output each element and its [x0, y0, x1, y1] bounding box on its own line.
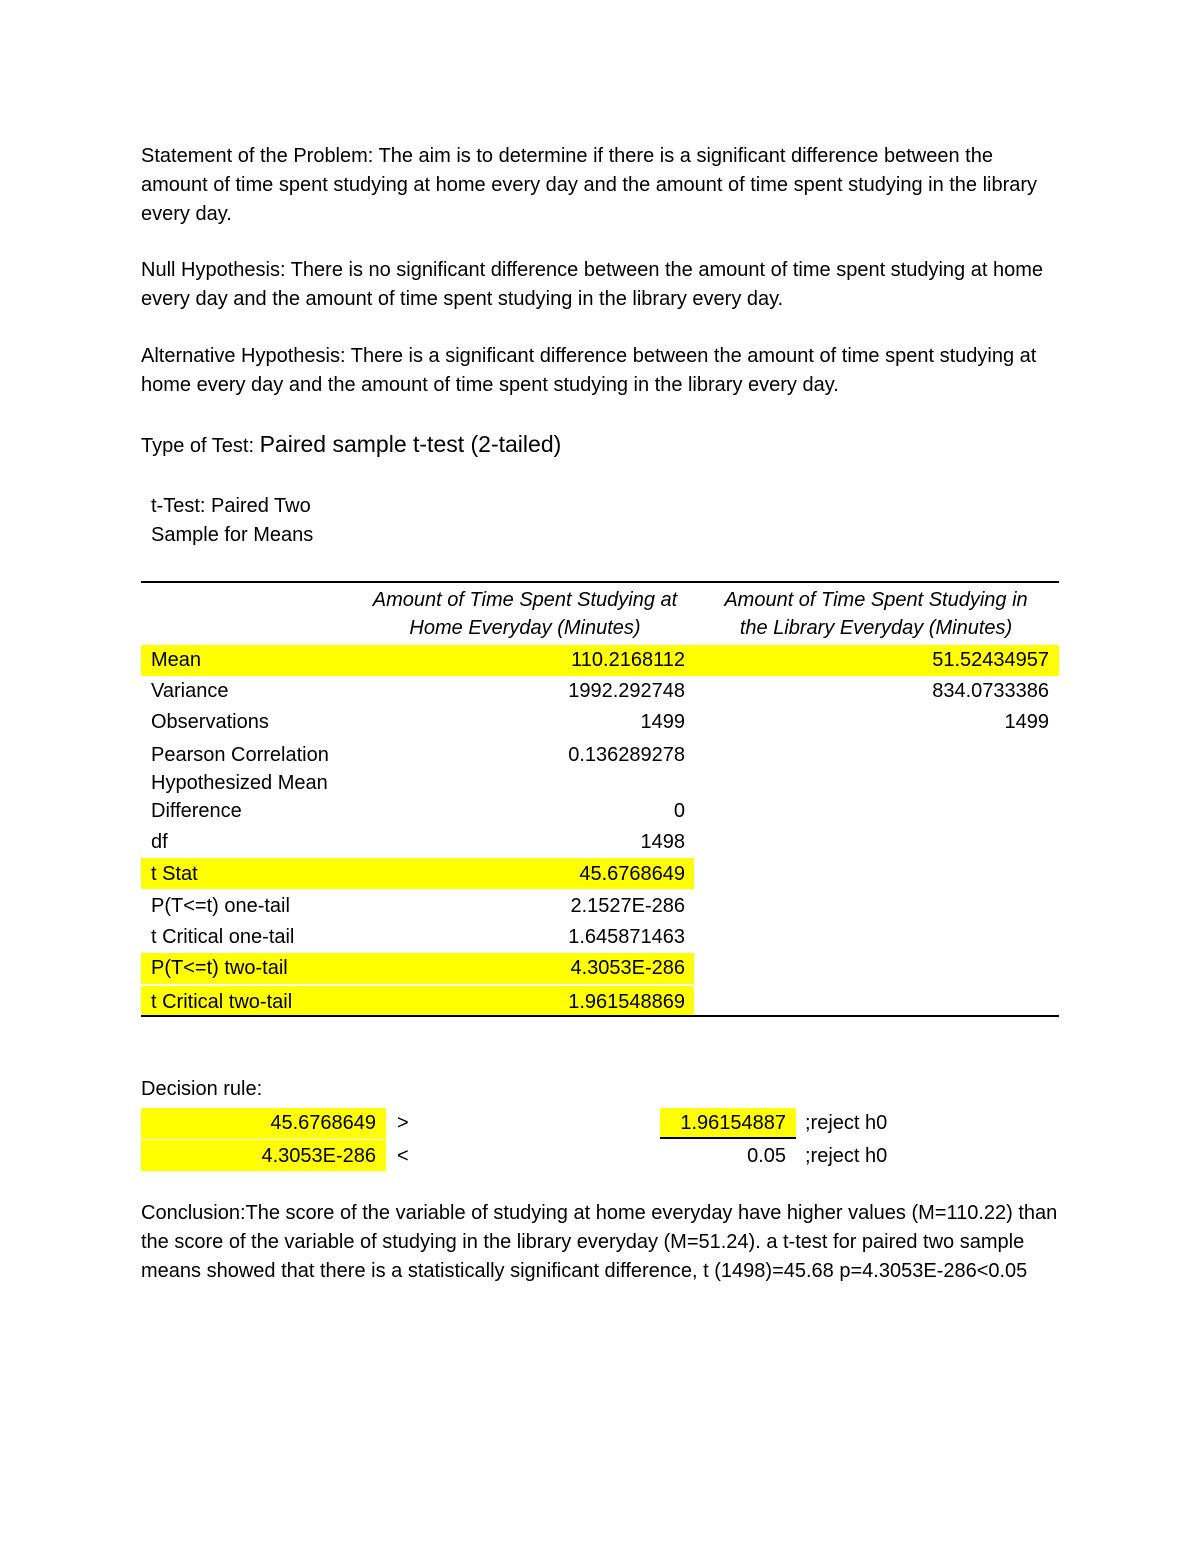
conclusion: Conclusion:The score of the variable of studying at home everyday have higher values (M=110.22) than the score of the variable of studying in the library everyday (M=51.24). a t-test for paired two sample means showed that there is a statistically significant difference, t (1498)=45.68 p=4.3053E-286<0.05 [141, 1202, 1058, 1282]
type-of-test [141, 430, 1061, 461]
tcrit-two-value: 1.961548869 [568, 991, 685, 1013]
null-hypothesis: Null Hypothesis: There is no significant difference between the amount of time spent studying at home every day and the amount of time spent studying in the library every day. [141, 259, 1043, 310]
p-one-value: 2.1527E-286 [570, 895, 685, 917]
row-label-mean: Mean [151, 649, 202, 671]
type-of-test-label: Type of Test: [141, 435, 260, 457]
ttest-title-line1: t-Test: Paired Two [151, 495, 311, 517]
hyp-mean-value: 0 [673, 800, 685, 822]
decision-row1-result: ;reject h0 [805, 1112, 888, 1134]
variance-home-value: 1992.292748 [568, 680, 685, 702]
row-label-variance: Variance [151, 680, 229, 702]
row-label-tstat: t Stat [151, 863, 198, 885]
decision-row1-left: 45.6768649 [270, 1112, 376, 1134]
tstat-value: 45.6768649 [579, 863, 685, 885]
mean-library-value: 51.52434957 [932, 649, 1049, 671]
observations-library-value: 1499 [1004, 711, 1049, 733]
col1-header-line1: Amount of Time Spent Studying at [372, 589, 678, 611]
mean-home-value: 110.2168112 [571, 649, 685, 671]
decision-row2-left: 4.3053E-286 [261, 1145, 376, 1167]
col2-header [700, 586, 1052, 642]
col2-header-line1: Amount of Time Spent Studying in [724, 589, 1028, 611]
decision-row2-right: 0.05 [747, 1145, 786, 1167]
alternative-hypothesis: Alternative Hypothesis: There is a significant difference between the amount of time spent studying at home every day and the amount of time spent studying in the library every day. [141, 345, 1037, 396]
row-label-tcrit-one: t Critical one-tail [151, 926, 295, 948]
decision-row2-result: ;reject h0 [805, 1145, 888, 1167]
col1-header-line2: Home Everyday (Minutes) [409, 617, 641, 639]
df-value: 1498 [640, 831, 685, 853]
row-label-hyp-mean-2: Difference [151, 800, 242, 822]
decision-row2-op: < [397, 1145, 409, 1167]
pearson-value: 0.136289278 [568, 744, 685, 766]
ttest-title-line2: Sample for Means [151, 524, 314, 546]
row-label-tcrit-two: t Critical two-tail [151, 991, 293, 1013]
type-of-test-value: Paired sample t-test (2-tailed) [259, 431, 562, 457]
row-label-p-one: P(T<=t) one-tail [151, 895, 290, 917]
variance-library-value: 834.0733386 [932, 680, 1049, 702]
table-bottom-rule [141, 1015, 1059, 1017]
row-label-df: df [151, 831, 168, 853]
table-top-rule [141, 581, 1059, 583]
col1-header [345, 586, 705, 642]
decision-row1-right: 1.96154887 [680, 1112, 786, 1134]
p-two-value: 4.3053E-286 [570, 957, 685, 979]
row-label-p-two: P(T<=t) two-tail [151, 957, 288, 979]
observations-home-value: 1499 [640, 711, 685, 733]
decision-rule-title: Decision rule: [141, 1078, 263, 1100]
problem-statement: Statement of the Problem: The aim is to determine if there is a significant difference between the amount of time spent studying at home every day and the amount of time spent studying in the library every day. [141, 145, 1038, 225]
row-label-observations: Observations [151, 711, 269, 733]
row-label-pearson: Pearson Correlation [151, 744, 329, 766]
ttest-title [151, 492, 313, 550]
tcrit-one-value: 1.645871463 [568, 926, 685, 948]
col2-header-line2: the Library Everyday (Minutes) [739, 617, 1013, 639]
row-label-hyp-mean-1: Hypothesized Mean [151, 772, 328, 794]
decision-row1-op: > [397, 1112, 409, 1134]
